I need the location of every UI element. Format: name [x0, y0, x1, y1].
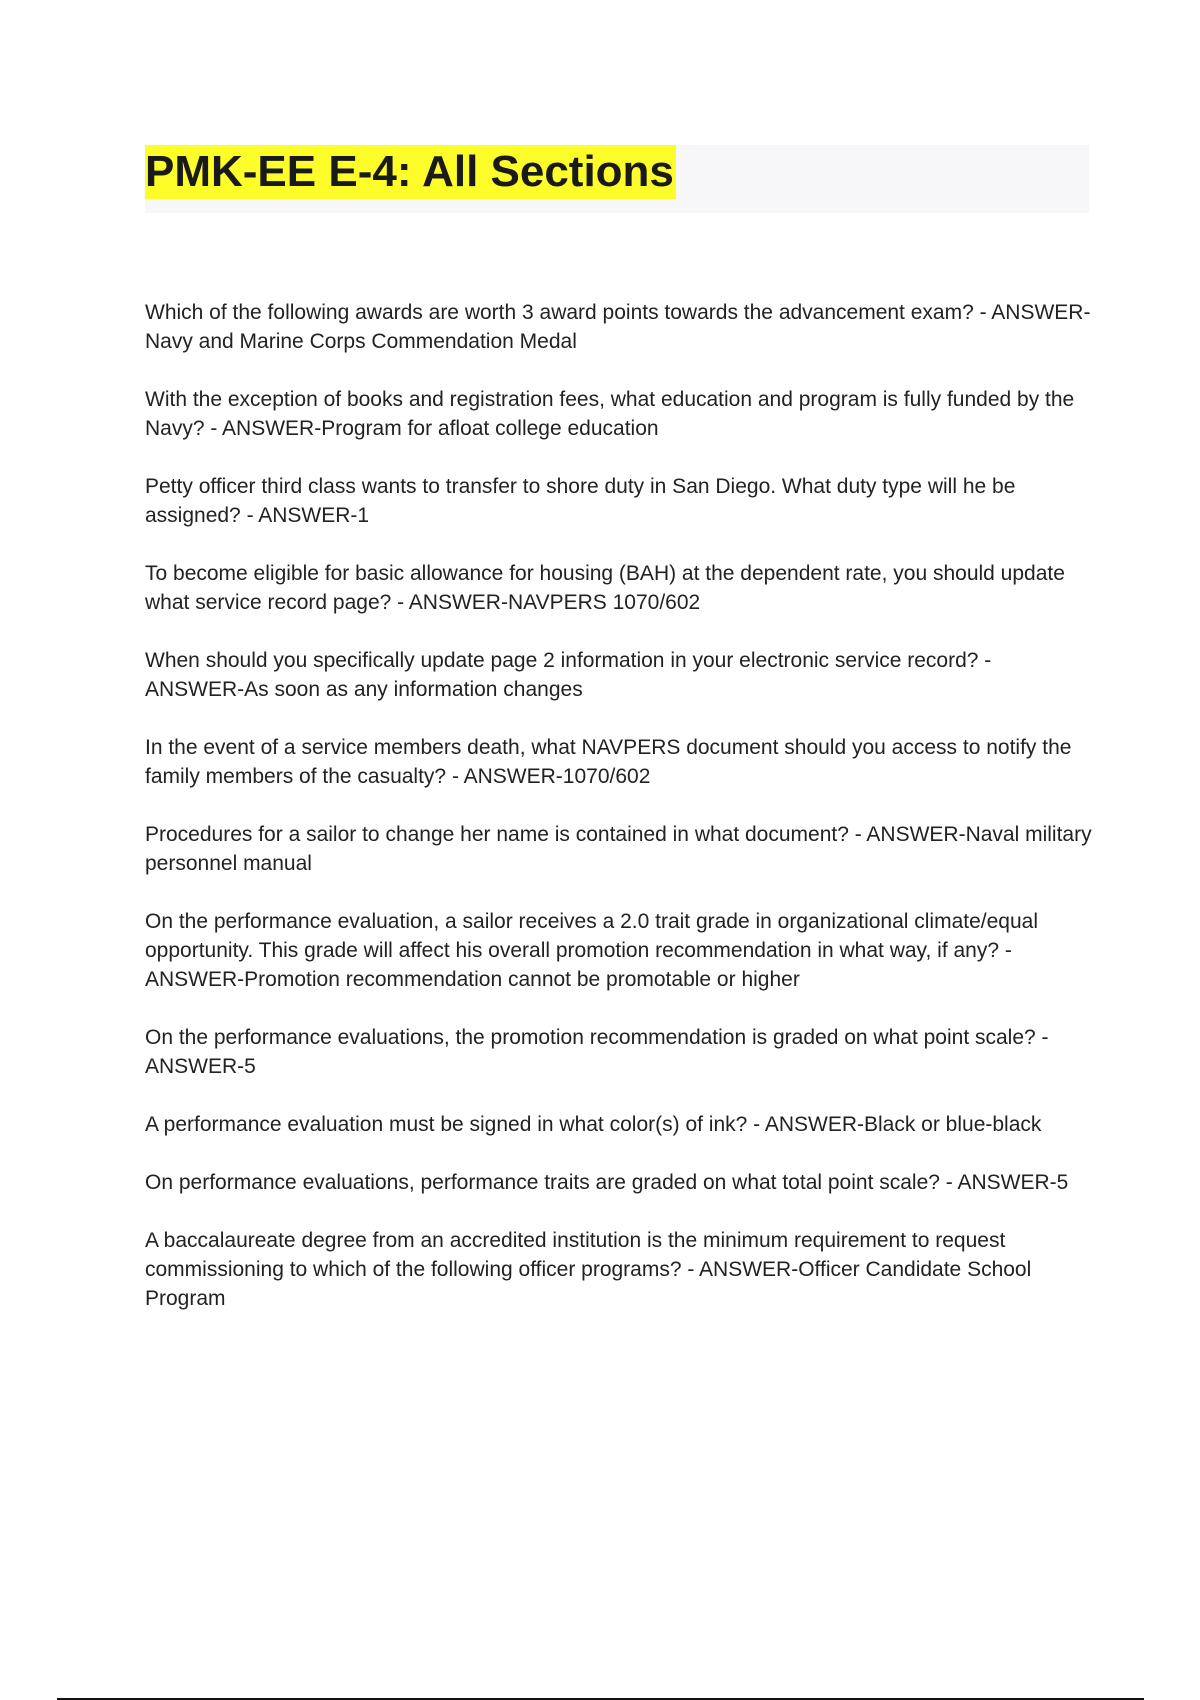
- qa-item: A performance evaluation must be signed in what color(s) of ink? - ANSWER-Black or blue-black: [145, 1113, 1042, 1136]
- qa-item: A baccalaureate degree from an accredited institution is the minimum requirement to request commissioning to which of the following officer programs? - ANSWER-Officer Candidate School Program: [145, 1229, 1032, 1310]
- qa-item: When should you specifically update page 2 information in your electronic service record? - ANSWER-As soon as any information changes: [145, 649, 992, 701]
- qa-item: On the performance evaluation, a sailor receives a 2.0 trait grade in organizational climate/equal opportunity. This grade will affect his overall promotion recommendation in what way, if any? - ANSWER-Promotion recommendation cannot be promotable or higher: [145, 910, 1039, 991]
- qa-item: On performance evaluations, performance traits are graded on what total point scale? - ANSWER-5: [145, 1171, 1069, 1194]
- qa-list: [145, 298, 1095, 1342]
- qa-item: To become eligible for basic allowance for housing (BAH) at the dependent rate, you should update what service record page? - ANSWER-NAVPERS 1070/602: [145, 562, 1065, 614]
- qa-item: With the exception of books and registration fees, what education and program is fully funded by the Navy? - ANSWER-Program for afloat college education: [145, 388, 1075, 440]
- document-title: PMK-EE E-4: All Sections: [145, 145, 676, 199]
- qa-item: Procedures for a sailor to change her name is contained in what document? - ANSWER-Naval military personnel manual: [145, 823, 1092, 875]
- qa-item: Which of the following awards are worth 3 award points towards the advancement exam? - ANSWER-Navy and Marine Corps Commendation Medal: [145, 301, 1091, 353]
- qa-item: Petty officer third class wants to transfer to shore duty in San Diego. What duty type will he be assigned? - ANSWER-1: [145, 475, 1016, 527]
- qa-item: In the event of a service members death, what NAVPERS document should you access to notify the family members of the casualty? - ANSWER-1070/602: [145, 736, 1072, 788]
- qa-item: On the performance evaluations, the promotion recommendation is graded on what point scale? - ANSWER-5: [145, 1026, 1049, 1078]
